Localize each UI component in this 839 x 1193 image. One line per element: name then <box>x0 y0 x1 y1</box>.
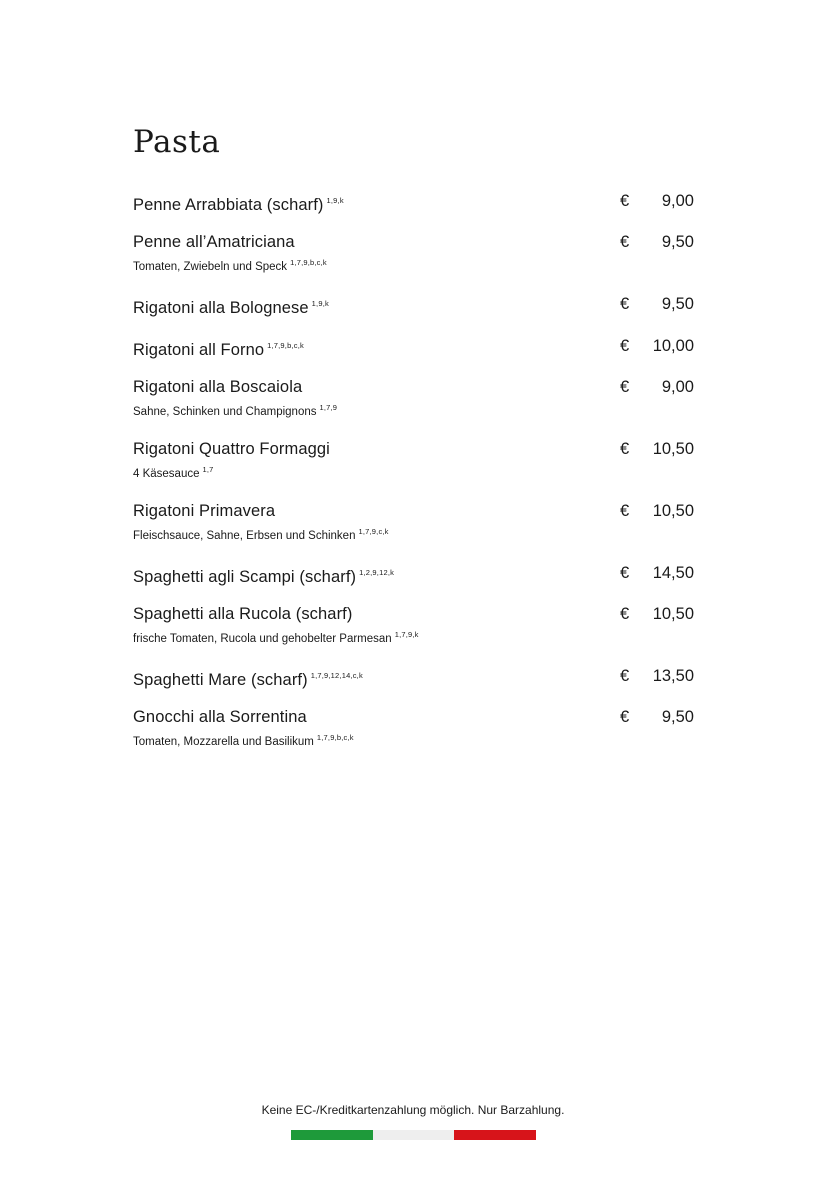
menu-item <box>133 377 694 419</box>
currency-symbol: € <box>620 564 630 582</box>
menu-item <box>133 666 694 690</box>
item-price: 9,00 <box>661 192 694 210</box>
item-name-line <box>133 294 694 318</box>
menu-item <box>133 707 694 749</box>
flag-stripe-white <box>373 1130 455 1140</box>
item-name: Gnocchi alla Sorrentina <box>133 708 307 726</box>
item-description: Tomaten, Mozzarella und Basilikum <box>133 736 314 748</box>
item-description-line <box>133 401 694 419</box>
item-description-allergens: 1,7,9,b,c,k <box>316 733 354 742</box>
item-name: Rigatoni alla Boscaiola <box>133 378 303 396</box>
currency-symbol: € <box>620 233 630 251</box>
item-price: 10,00 <box>652 337 694 355</box>
item-price: 10,50 <box>652 605 694 623</box>
item-price: 9,50 <box>661 708 694 726</box>
item-description-allergens: 1,7,9,k <box>394 630 419 639</box>
currency-symbol: € <box>620 440 630 458</box>
flag-stripe-green <box>291 1130 373 1140</box>
item-description-allergens: 1,7 <box>202 465 214 474</box>
item-name-line <box>133 604 694 624</box>
currency-symbol: € <box>620 295 630 313</box>
menu-item <box>133 563 694 587</box>
item-name: Rigatoni alla Bolognese <box>133 299 309 317</box>
item-name-line <box>133 666 694 690</box>
item-name-line <box>133 336 694 360</box>
item-description: Fleischsauce, Sahne, Erbsen und Schinken <box>133 530 356 542</box>
item-allergens: 1,9,k <box>311 299 329 308</box>
page-title: Pasta <box>133 124 221 160</box>
item-price: 10,50 <box>652 502 694 520</box>
menu-item <box>133 294 694 318</box>
item-name-line <box>133 563 694 587</box>
item-description: 4 Käsesauce <box>133 468 200 480</box>
item-price: 9,50 <box>661 233 694 251</box>
item-name: Spaghetti alla Rucola (scharf) <box>133 605 353 623</box>
payment-note: Keine EC-/Kreditkartenzahlung möglich. Nur Barzahlung. <box>261 1103 565 1117</box>
item-price: 9,00 <box>661 378 694 396</box>
currency-symbol: € <box>620 605 630 623</box>
menu-item <box>133 439 694 481</box>
item-description-line <box>133 731 694 749</box>
item-name-line <box>133 191 694 215</box>
menu-item <box>133 336 694 360</box>
item-allergens: 1,7,9,b,c,k <box>267 341 304 350</box>
currency-symbol: € <box>620 192 630 210</box>
item-description-allergens: 1,7,9 <box>319 403 338 412</box>
item-name-line <box>133 377 694 397</box>
item-name-line <box>133 232 694 252</box>
item-description-line <box>133 525 694 543</box>
item-name-line <box>133 501 694 521</box>
item-name: Rigatoni Quattro Formaggi <box>133 440 330 458</box>
item-allergens: 1,2,9,12,k <box>359 568 395 577</box>
currency-symbol: € <box>620 337 630 355</box>
menu-item <box>133 232 694 274</box>
item-name: Rigatoni Primavera <box>133 502 276 520</box>
item-name: Spaghetti agli Scampi (scharf) <box>133 568 357 586</box>
item-price: 9,50 <box>661 295 694 313</box>
item-name: Spaghetti Mare (scharf) <box>133 671 308 689</box>
item-description-line <box>133 463 694 481</box>
currency-symbol: € <box>620 667 630 685</box>
item-description: frische Tomaten, Rucola und gehobelter Parmesan <box>133 633 392 645</box>
item-description-line <box>133 628 694 646</box>
item-description: Tomaten, Zwiebeln und Speck <box>133 261 288 273</box>
flag-stripe-red <box>454 1130 536 1140</box>
item-name: Rigatoni all Forno <box>133 341 265 359</box>
item-description-allergens: 1,7,9,b,c,k <box>290 258 327 267</box>
item-price: 10,50 <box>652 440 694 458</box>
item-price: 13,50 <box>652 667 694 685</box>
item-name: Penne Arrabbiata (scharf) <box>133 196 324 214</box>
item-allergens: 1,9,k <box>326 196 344 205</box>
menu-item <box>133 604 694 646</box>
item-name-line <box>133 707 694 727</box>
italian-flag-bar <box>291 1130 536 1140</box>
item-description-line <box>133 256 694 274</box>
item-name: Penne all’Amatriciana <box>133 233 295 251</box>
menu-item <box>133 501 694 543</box>
currency-symbol: € <box>620 708 630 726</box>
currency-symbol: € <box>620 502 630 520</box>
item-name-line <box>133 439 694 459</box>
item-price: 14,50 <box>652 564 694 582</box>
item-description-allergens: 1,7,9,c,k <box>358 527 389 536</box>
item-description: Sahne, Schinken und Champignons <box>133 406 317 418</box>
menu-item <box>133 191 694 215</box>
currency-symbol: € <box>620 378 630 396</box>
item-allergens: 1,7,9,12,14,c,k <box>310 671 363 680</box>
